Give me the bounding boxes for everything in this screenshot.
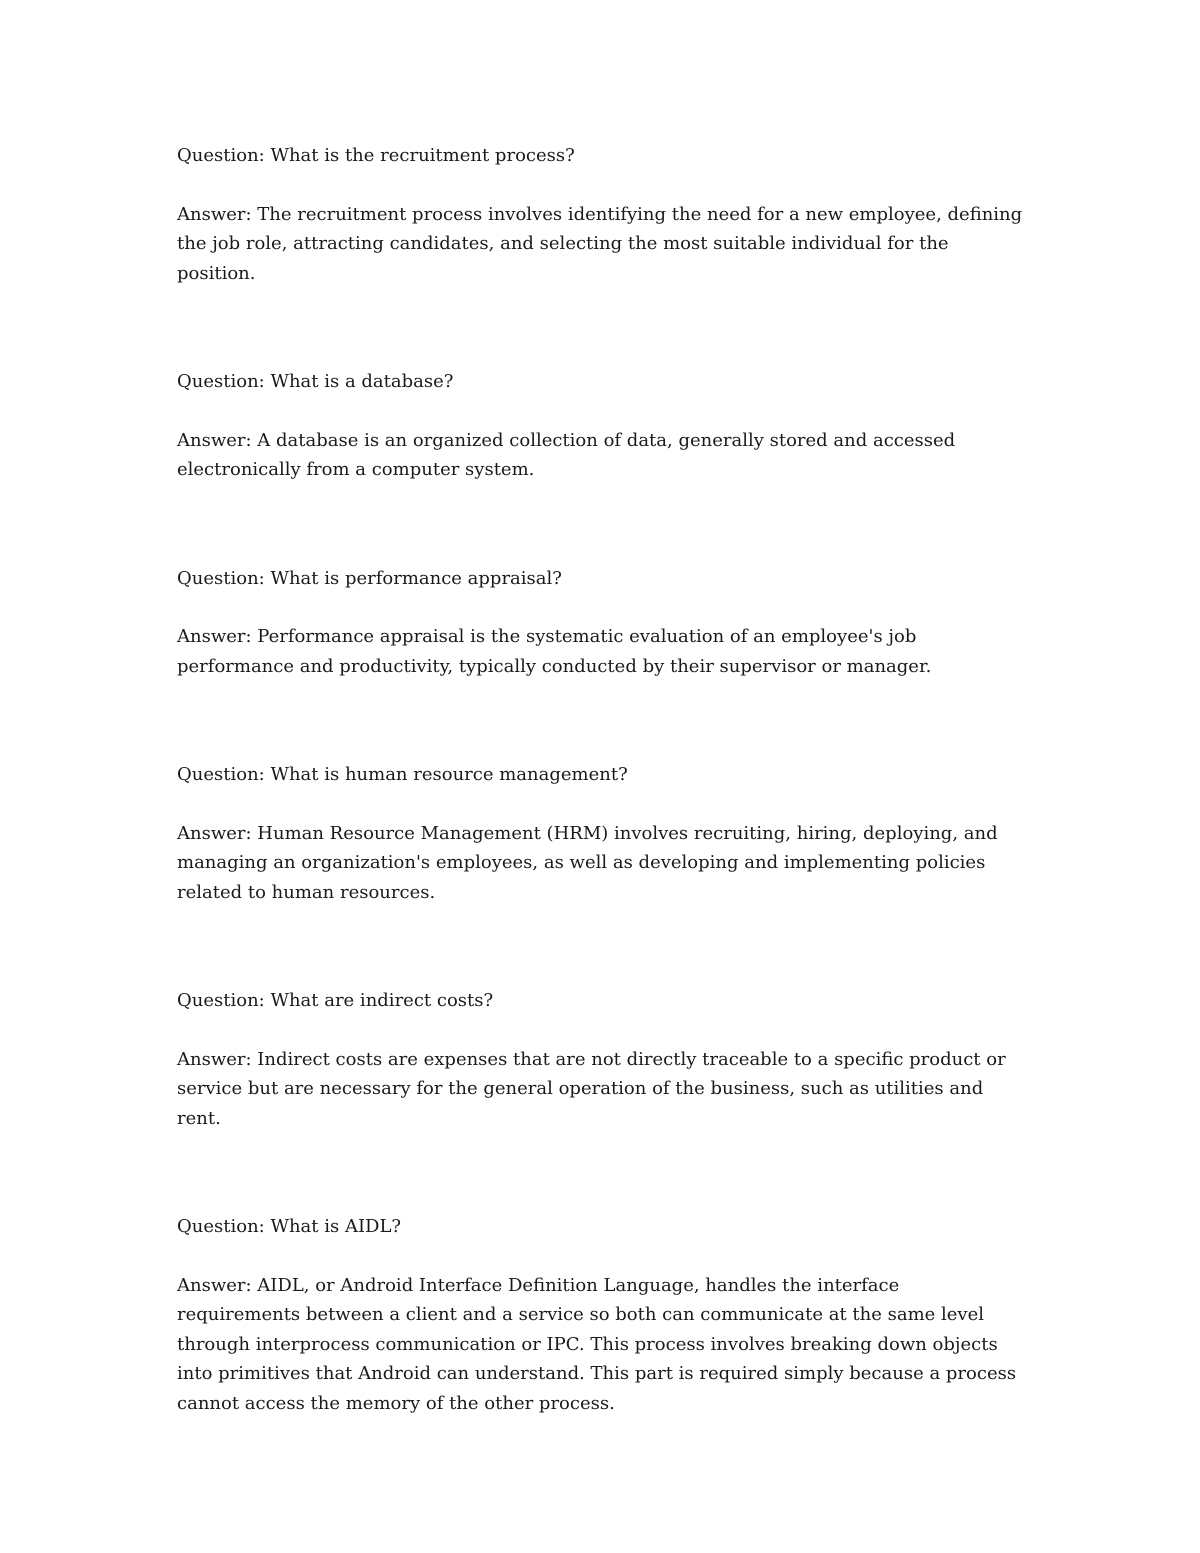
question-text: Question: What is AIDL? xyxy=(177,1216,402,1237)
answer-text: Answer: AIDL, or Android Interface Definition Language, handles the interface requirements between a client and a service so both can communicate at the same level through interprocess communication or IPC. This process involves breaking down objects into primitives that Android can understand. This part is required simply because a process cannot access the memory of the other process. xyxy=(177,1274,1017,1414)
answer-text: Answer: A database is an organized collection of data, generally stored and accessed electronically from a computer system. xyxy=(177,429,956,480)
qa-item-aidl xyxy=(177,1212,1027,1418)
answer-text: Answer: The recruitment process involves identifying the need for a new employee, defining the job role, attracting candidates, and selecting the most suitable individual for the position. xyxy=(177,203,1023,284)
qa-item-indirect-costs xyxy=(177,986,1027,1133)
question-text: Question: What is the recruitment process? xyxy=(177,145,575,166)
question-text: Question: What is a database? xyxy=(177,371,454,392)
question-text: Question: What are indirect costs? xyxy=(177,990,494,1011)
document-body xyxy=(177,141,1027,1497)
answer-text: Answer: Indirect costs are expenses that are not directly traceable to a specific product or service but are necessary for the general operation of the business, such as utilities and rent. xyxy=(177,1048,1006,1129)
question-text: Question: What is performance appraisal? xyxy=(177,567,562,589)
answer-text: Answer: Performance appraisal is the systematic evaluation of an employee's job performance and productivity, typically conducted by their supervisor or manager. xyxy=(177,626,932,677)
question-text: Question: What is human resource management? xyxy=(177,764,628,785)
qa-item-recruitment xyxy=(177,141,1027,288)
qa-item-performance-appraisal xyxy=(177,564,1027,682)
answer-text: Answer: Human Resource Management (HRM) involves recruiting, hiring, deploying, and managing an organization's employees, as well as developing and implementing policies related to human resources. xyxy=(177,822,998,903)
qa-item-database xyxy=(177,367,1027,485)
qa-item-hrm xyxy=(177,760,1027,907)
